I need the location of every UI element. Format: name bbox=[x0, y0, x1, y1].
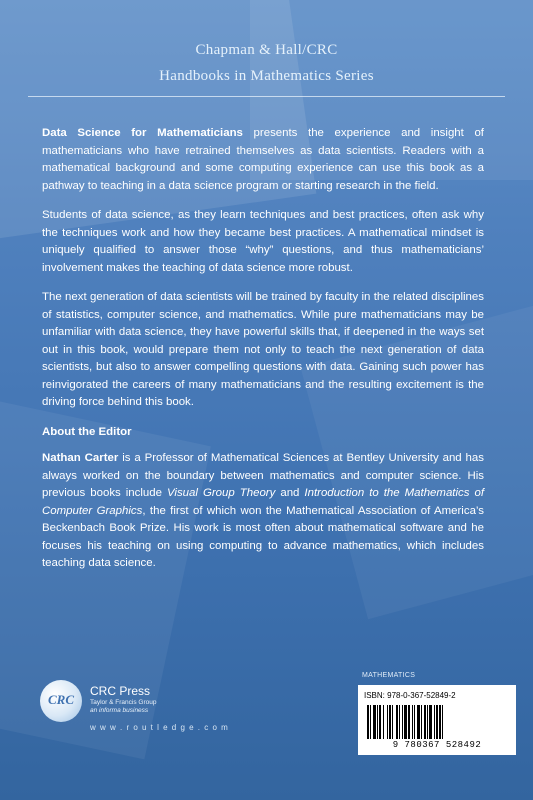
barcode-bar bbox=[434, 705, 435, 739]
description-text: presents the experience and insight of mathematicians who have retrained themselves as data scientists. Readers with a mathematical background and some computing experience can use this book as a pathway to teaching in a data science program or starting research in the field. bbox=[42, 127, 484, 192]
book-reference: Introduction to the Mathematics of Computer Graphics bbox=[42, 487, 484, 517]
book-reference: Visual Group Theory bbox=[167, 487, 276, 499]
barcode-bar bbox=[427, 705, 428, 739]
about-editor-text bbox=[42, 450, 484, 573]
editor-name: Nathan Carter bbox=[42, 452, 119, 464]
barcode-bar bbox=[396, 705, 398, 739]
about-text: and bbox=[275, 487, 305, 499]
book-description bbox=[42, 125, 484, 585]
series-header bbox=[0, 37, 533, 89]
barcode-bar bbox=[429, 705, 432, 739]
crc-logo-letters: CRC bbox=[47, 692, 74, 707]
barcode-bar bbox=[412, 705, 413, 739]
barcode-bar bbox=[402, 705, 403, 739]
about-text: , the first of which won the Mathematical Association of America’s Beckenbach Book Prize. His work is most often about mathematical software and he focuses his teaching on using computing to advance mathematics, which includes teaching data science. bbox=[42, 504, 484, 569]
book-title: Data Science for Mathematicians bbox=[42, 127, 243, 139]
barcode-bar bbox=[367, 705, 369, 739]
barcode-bar bbox=[421, 705, 422, 739]
header-divider bbox=[28, 96, 505, 97]
barcode-bar bbox=[370, 705, 371, 739]
description-paragraph: Students of data science, as they learn techniques and best practices, often ask why the techniques work and how they became best practices. A mathematical mindset is uniquely qualified to answer those “why” questions, and thus mathematicians’ involvement makes the teaching of data science more robust. bbox=[42, 209, 484, 274]
description-paragraph bbox=[42, 125, 484, 195]
publisher-group: Taylor & Francis Group bbox=[90, 699, 157, 706]
publisher-website: w w w . r o u t l e d g e . c o m bbox=[90, 723, 229, 732]
barcode-bar bbox=[417, 705, 420, 739]
publisher-logo bbox=[40, 680, 340, 740]
barcode-bar bbox=[387, 705, 388, 739]
barcode-bar bbox=[404, 705, 407, 739]
isbn-label: ISBN: 978-0-367-52849-2 bbox=[364, 691, 456, 700]
barcode-bar bbox=[408, 705, 410, 739]
barcode-bar bbox=[399, 705, 400, 739]
series-publisher: Chapman & Hall/CRC bbox=[195, 42, 338, 58]
about-editor-heading: About the Editor bbox=[42, 425, 132, 438]
description-paragraph: The next generation of data scientists will be trained by faculty in the related disciplines of statistics, computer science, and mathematics. While pure mathematicians may be unfamiliar with data science, they have powerful skills that, if deepened in the ways set out in this book, would prepare them not only to teach the next generation of data scientists, but also to answer compelling questions with data. Gaining such power has reinvigorated the careers of many mathematicians and the resulting excitement is the driving force behind this book. bbox=[42, 291, 484, 408]
barcode-bar bbox=[414, 705, 415, 739]
barcode-bar bbox=[442, 705, 443, 739]
barcode-icon bbox=[366, 705, 506, 739]
barcode-bar bbox=[377, 705, 378, 739]
barcode-bar bbox=[439, 705, 441, 739]
publisher-name: CRC Press bbox=[90, 684, 151, 698]
about-text: is a Professor of Mathematical Sciences at Bentley University and has always worked on the boundary between mathematics and computer science. His previous books include bbox=[42, 452, 484, 499]
barcode-bar bbox=[424, 705, 426, 739]
publisher-tagline: an informa business bbox=[90, 707, 149, 714]
barcode-bar bbox=[383, 705, 384, 739]
barcode-block bbox=[358, 685, 516, 755]
isbn-digits: 9 780367 528492 bbox=[392, 740, 482, 750]
barcode-bar bbox=[392, 705, 393, 739]
subject-category: MATHEMATICS bbox=[362, 672, 416, 679]
barcode-bar bbox=[389, 705, 391, 739]
series-title: Handbooks in Mathematics Series bbox=[159, 68, 374, 84]
barcode-bar bbox=[379, 705, 381, 739]
barcode-bar bbox=[373, 705, 376, 739]
barcode-bar bbox=[436, 705, 438, 739]
